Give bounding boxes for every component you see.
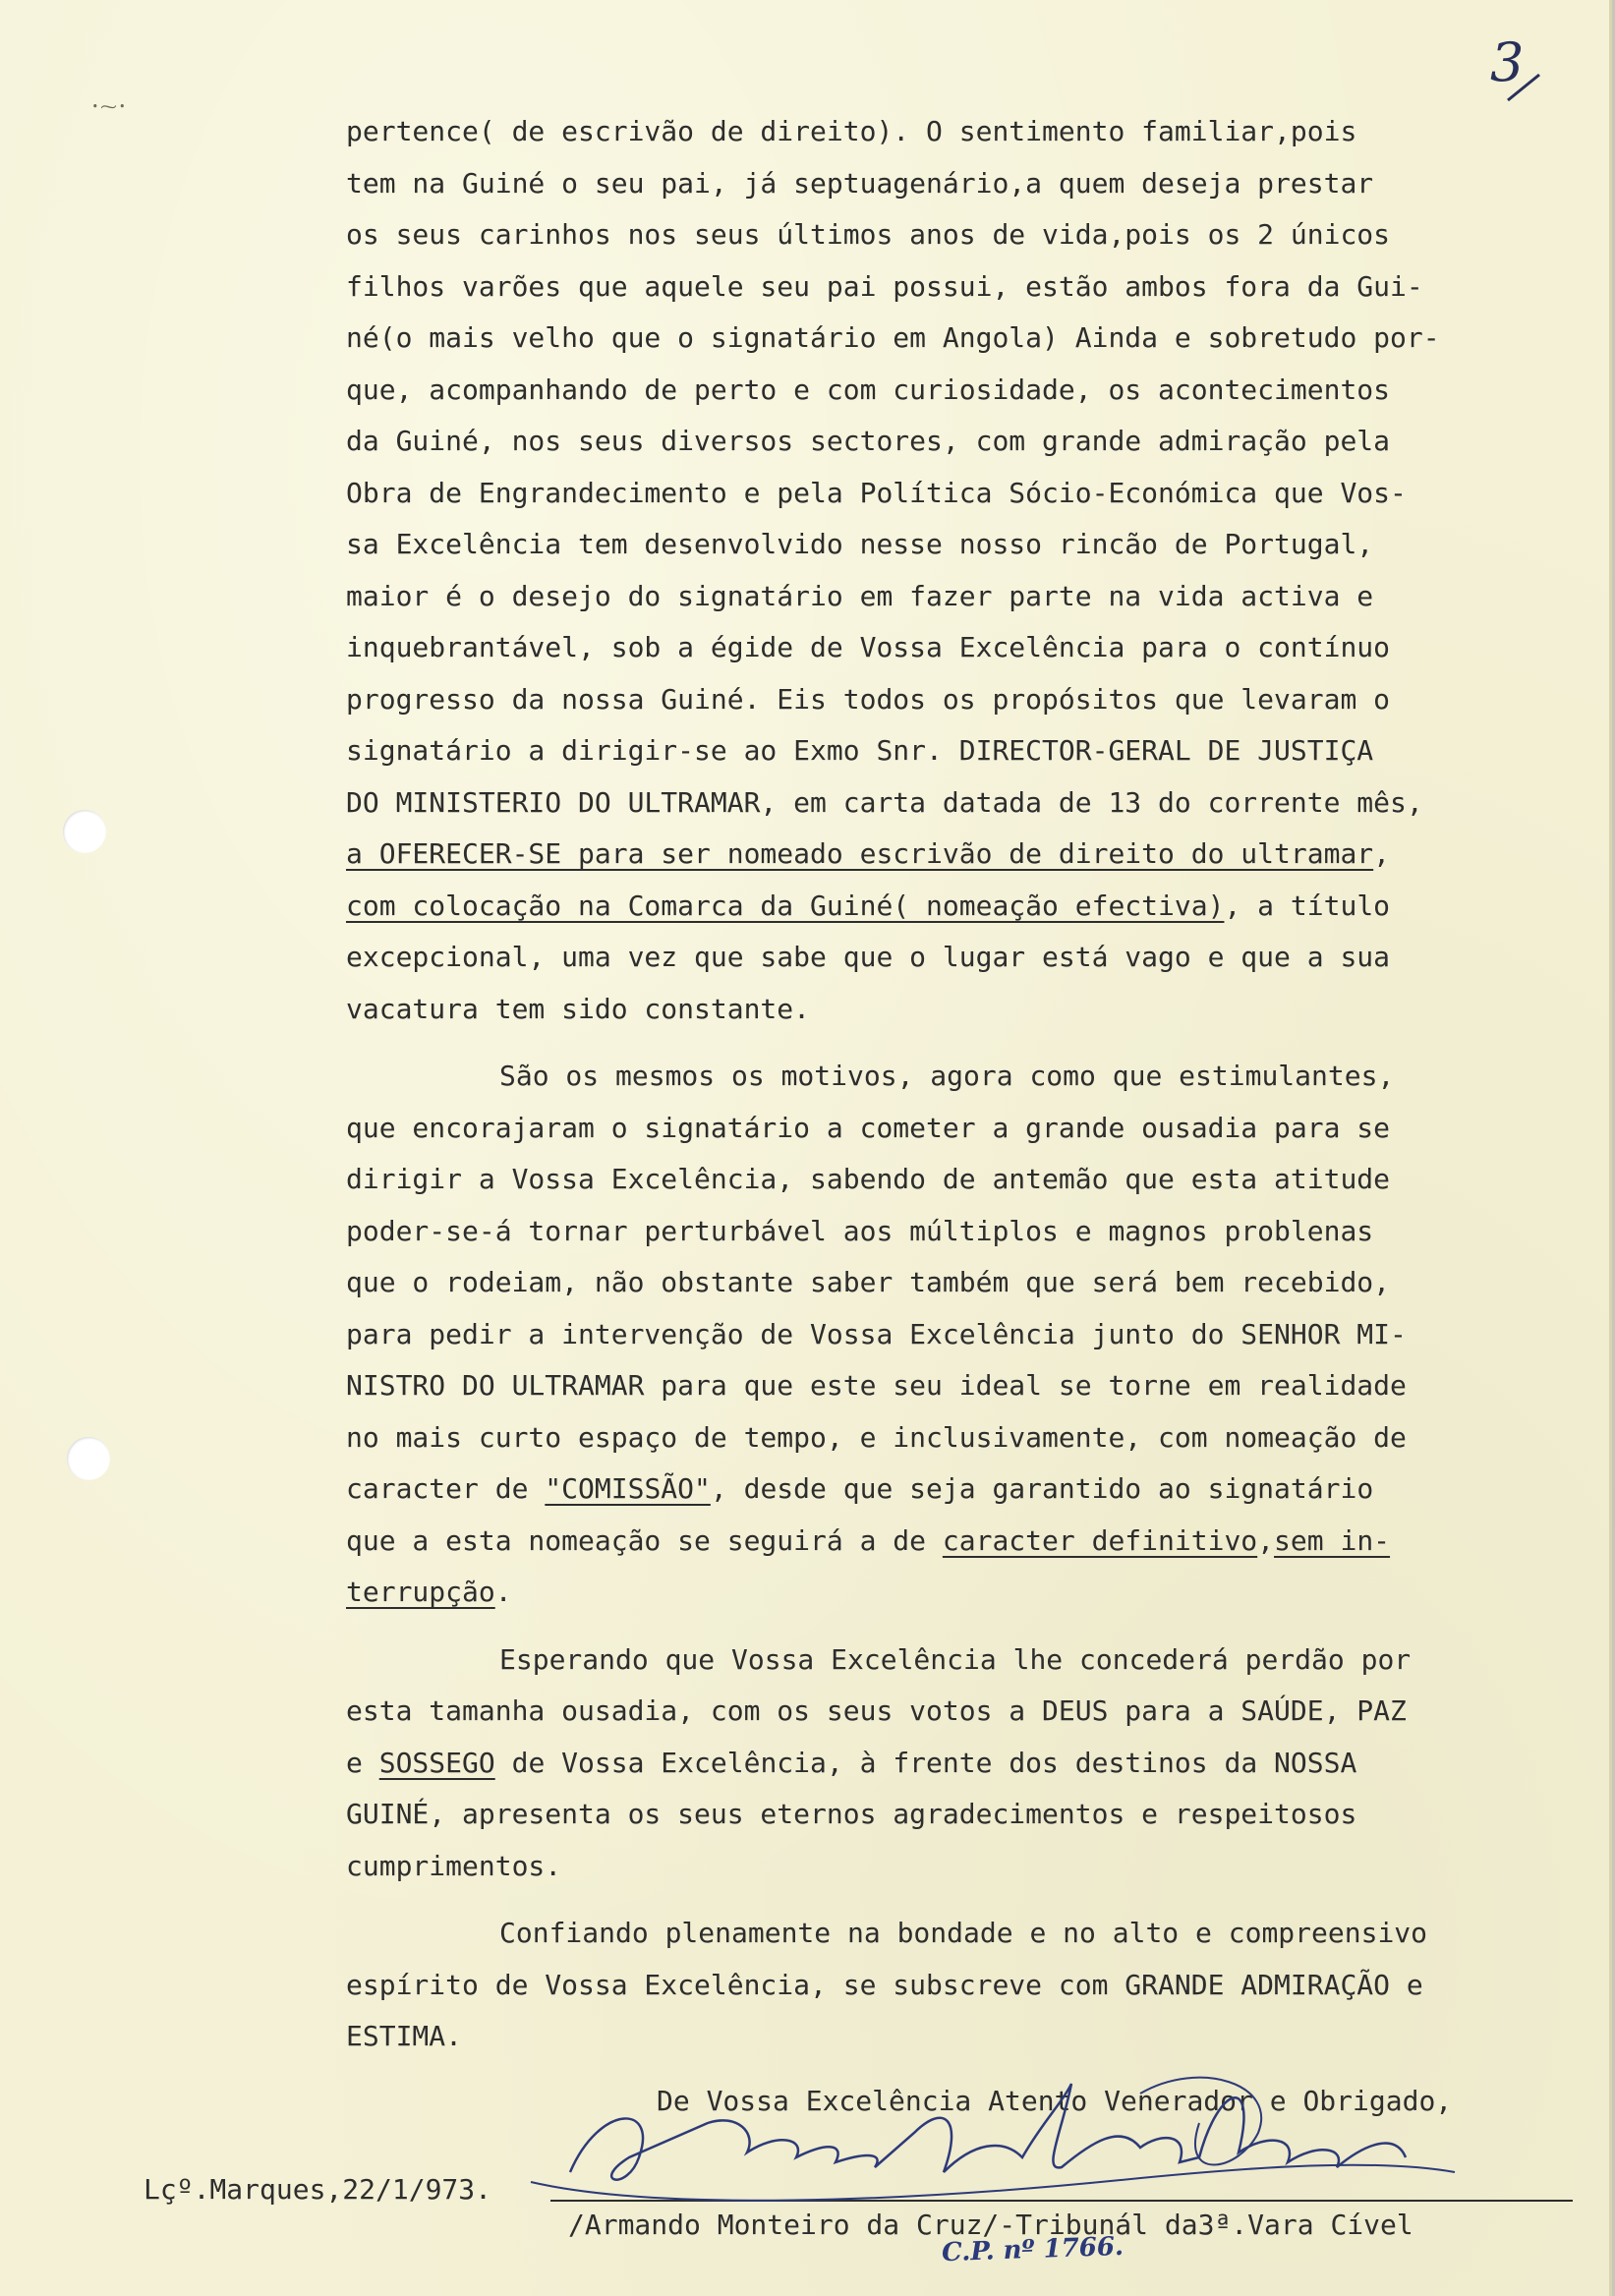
text-line: GUINÉ, apresenta os seus eternos agradecimentos e respeitosos <box>346 1798 1357 1830</box>
text-line: signatário a dirigir-se ao Exmo Snr. DIRECTOR-GERAL DE JUSTIÇA <box>346 734 1374 767</box>
text-line: para pedir a intervenção de Vossa Excelência junto do SENHOR MI- <box>346 1317 1407 1350</box>
text-line: ESTIMA. <box>346 2020 463 2052</box>
signature-flourish <box>531 2165 1455 2201</box>
text-line: NISTRO DO ULTRAMAR para que este seu ideal se torne em realidade <box>346 1369 1407 1402</box>
punch-hole-top <box>63 810 106 853</box>
sem-interrupcao-part1: sem in- <box>1274 1523 1391 1557</box>
text-line: que, acompanhando de perto e com curiosidade, os acontecimentos <box>346 373 1391 406</box>
text-line <box>346 1464 1604 1516</box>
definitivo-comma: , <box>1257 1523 1275 1557</box>
text-line <box>346 1738 1604 1790</box>
paragraph-gap <box>346 1619 1604 1635</box>
text-line <box>346 1908 1604 1960</box>
paragraph-gap <box>346 1035 1604 1051</box>
text-line: sa Excelência tem desenvolvido nesse nosso rincão de Portugal, <box>346 528 1374 560</box>
para4-first-line: Confiando plenamente na bondade e no alto e compreensivo <box>499 1917 1428 1949</box>
punch-hole-bottom <box>67 1437 110 1480</box>
text-line <box>346 1051 1604 1103</box>
text-line: né(o mais velho que o signatário em Angola) Ainda e sobretudo por- <box>346 321 1440 354</box>
text-line: excepcional, uma vez que sabe que o lugar está vago e que a sua <box>346 941 1391 973</box>
sossego-prefix: e <box>346 1746 379 1779</box>
text-line: filhos varões que aquele seu pai possui, estão ambos fora da Gui- <box>346 269 1423 303</box>
text-line: poder-se-á tornar perturbável aos múltiplos e magnos problenas <box>346 1214 1374 1247</box>
comissao-word: "COMISSÃO" <box>545 1472 711 1505</box>
para2-first-line: São os mesmos os motivos, agora como que estimulantes, <box>499 1060 1395 1092</box>
definitivo-prefix: que a esta nomeação se seguirá a de <box>346 1523 943 1557</box>
text-line: que encorajaram o signatário a cometer a grande ousadia para se <box>346 1111 1391 1144</box>
handwritten-signature <box>511 2064 1494 2221</box>
text-line: progresso da nossa Guiné. Eis todos os propósitos que levaram o <box>346 682 1391 716</box>
comissao-prefix: caracter de <box>346 1472 546 1505</box>
text-line-underlined <box>346 881 1604 933</box>
text-line: que o rodeiam, não obstante saber também que será bem recebido, <box>346 1266 1391 1298</box>
closing-formula: De Vossa Excelência Atento Venerador e Obrigado, <box>657 2085 1453 2117</box>
text-line: DO MINISTERIO DO ULTRAMAR, em carta datada de 13 do corrente mês, <box>346 785 1423 819</box>
signatory-name: /Armando Monteiro da Cruz/-Tribunál da3ª.Vara Cível <box>568 2209 1413 2241</box>
text-line: esta tamanha ousadia, com os seus votos a DEUS para a SAÚDE, PAZ <box>346 1694 1407 1727</box>
cp-number-handwritten: C.P. nº 1766. <box>941 2231 1125 2268</box>
text-line: tem na Guiné o seu pai, já septuagenário,a quem deseja prestar <box>346 166 1374 200</box>
text-line: pertence( de escrivão de direito). O sentimento familiar,pois <box>346 115 1357 147</box>
offer-comma: , <box>1373 837 1391 870</box>
para3-first-line: Esperando que Vossa Excelência lhe concederá perdão por <box>499 1642 1412 1676</box>
sem-interrupcao-part2: terrupção <box>346 1576 495 1608</box>
letter-body <box>346 106 1604 2063</box>
ink-smudge: ꞏ⁓ꞏ <box>92 96 128 117</box>
text-line-underlined <box>346 829 1604 881</box>
sossego-suffix: de Vossa Excelência, à frente dos destinos da NOSSA <box>494 1746 1357 1779</box>
text-line: no mais curto espaço de tempo, e inclusivamente, com nomeação de <box>346 1420 1407 1454</box>
text-line: espírito de Vossa Excelência, se subscreve com GRANDE ADMIRAÇÃO e <box>346 1968 1423 2001</box>
text-line: os seus carinhos nos seus últimos anos de vida,pois os 2 únicos <box>346 218 1391 251</box>
place-and-date: Lçº.Marques,22/1/973. <box>144 2173 492 2206</box>
text-line: Obra de Engrandecimento e pela Política Sócio-Económica que Vos- <box>346 476 1407 509</box>
page-number-slash <box>1486 31 1555 110</box>
text-line <box>346 1635 1604 1687</box>
placement-tail: , a título <box>1224 889 1391 922</box>
text-line: cumprimentos. <box>346 1849 562 1882</box>
interrupcao-period: . <box>494 1576 512 1608</box>
text-line: inquebrantável, sob a égide de Vossa Excelência para o contínuo <box>346 631 1391 663</box>
underlined-placement: com colocação na Comarca da Guiné( nomeação efectiva) <box>346 889 1225 922</box>
page-number <box>1486 31 1555 110</box>
page-number-text: 3 <box>1490 31 1525 93</box>
text-line <box>346 1516 1604 1568</box>
definitivo-underlined: caracter definitivo <box>942 1523 1258 1557</box>
text-line: vacatura tem sido constante. <box>346 992 811 1025</box>
paragraph-gap <box>346 1892 1604 1908</box>
text-line: maior é o desejo do signatário em fazer parte na vida activa e <box>346 579 1374 612</box>
text-line: da Guiné, nos seus diversos sectores, com grande admiração pela <box>346 425 1391 457</box>
text-line <box>346 1567 1604 1619</box>
signature-stroke <box>570 2084 1406 2180</box>
comissao-suffix: , desde que seja garantido ao signatário <box>710 1472 1374 1505</box>
underlined-offer: a OFERECER-SE para ser nomeado escrivão de direito do ultramar <box>346 837 1374 870</box>
sossego-word: SOSSEGO <box>378 1746 495 1779</box>
text-line: dirigir a Vossa Excelência, sabendo de antemão que esta atitude <box>346 1163 1391 1195</box>
